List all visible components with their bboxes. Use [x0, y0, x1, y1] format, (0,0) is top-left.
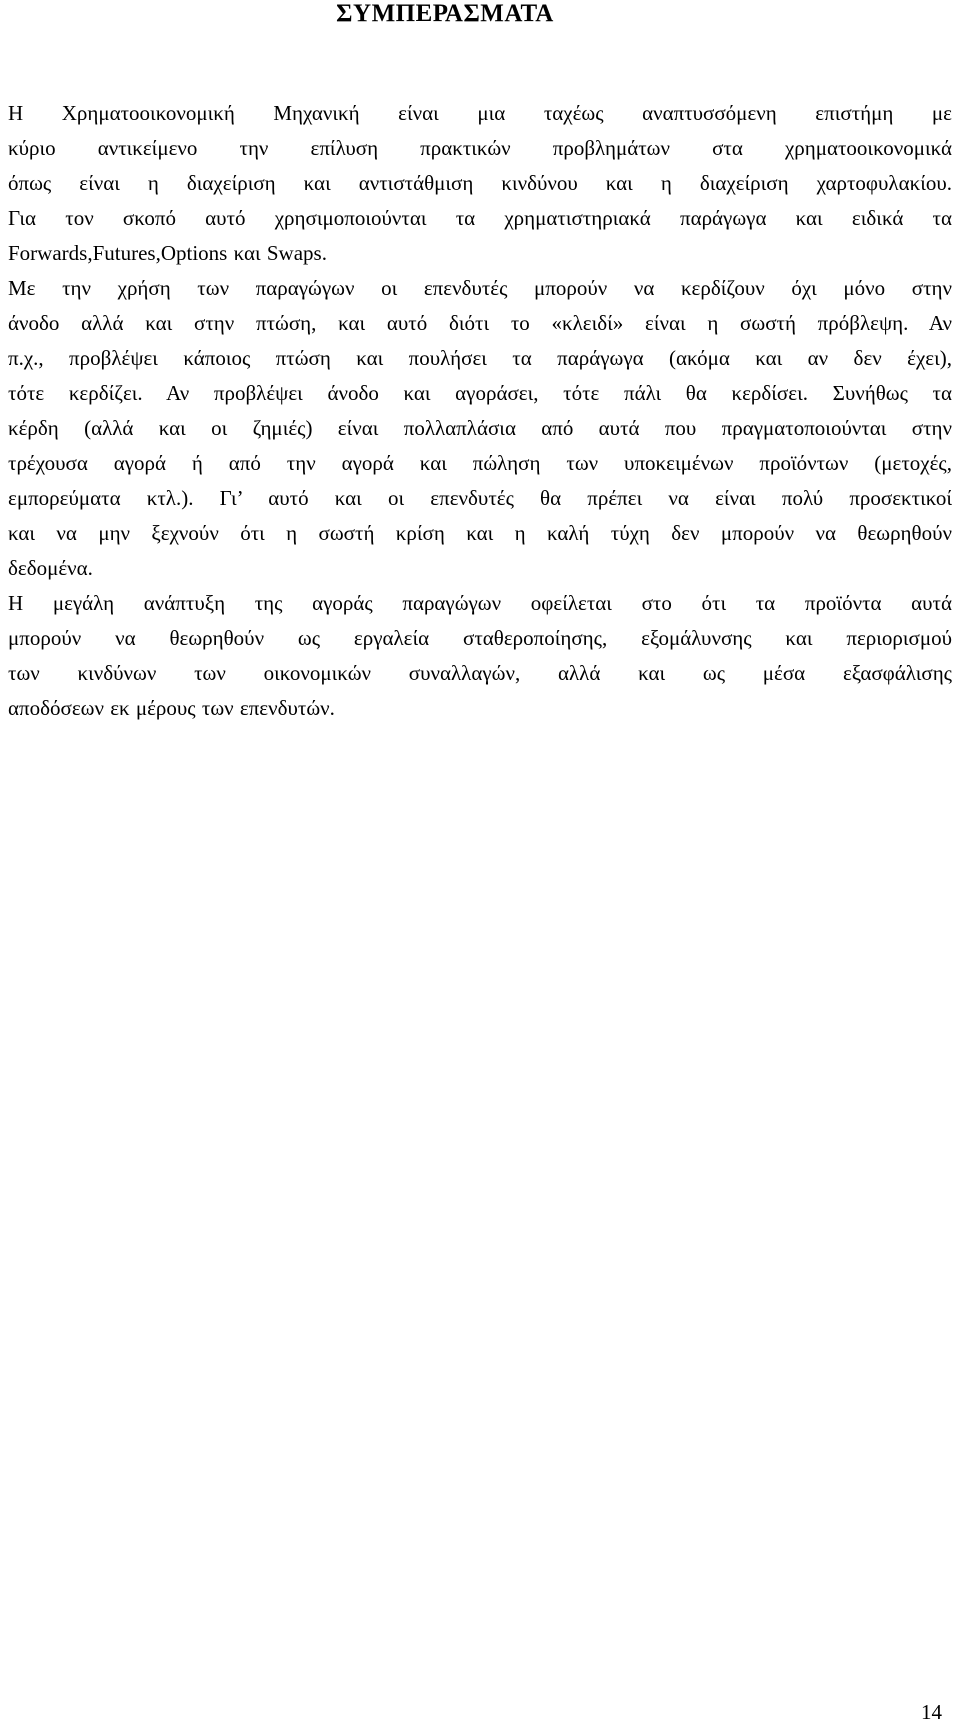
text-line: Forwards,Futures,Options και Swaps.: [8, 241, 327, 265]
text-line: δεδομένα.: [8, 556, 93, 580]
page-title: ΣΥΜΠΕΡΑΣΜΑΤΑ: [336, 0, 554, 27]
text-line: τότε κερδίζει. Αν προβλέψει άνοδο και αγοράσει, τότε πάλι θα κερδίσει. Συνήθως τα: [8, 381, 952, 405]
text-line: και να μην ξεχνούν ότι η σωστή κρίση και η καλή τύχη δεν μπορούν να θεωρηθούν: [8, 521, 952, 545]
text-line: Για τον σκοπό αυτό χρησιμοποιούνται τα χρηματιστηριακά παράγωγα και ειδικά τα: [8, 206, 952, 230]
document-body: [8, 96, 952, 726]
text-line: των κινδύνων των οικονομικών συναλλαγών, αλλά και ως μέσα εξασφάλισης: [8, 661, 952, 685]
text-line: π.χ., προβλέψει κάποιος πτώση και πουλήσει τα παράγωγα (ακόμα και αν δεν έχει),: [8, 346, 952, 370]
text-line: Με την χρήση των παραγώγων οι επενδυτές μπορούν να κερδίζουν όχι μόνο στην: [8, 276, 952, 300]
page-number: 14: [921, 1700, 942, 1724]
text-line: τρέχουσα αγορά ή από την αγορά και πώληση των υποκειμένων προϊόντων (μετοχές,: [8, 451, 952, 475]
text-line: όπως είναι η διαχείριση και αντιστάθμιση κινδύνου και η διαχείριση χαρτοφυλακίου.: [8, 171, 952, 195]
text-line: κύριο αντικείμενο την επίλυση πρακτικών προβλημάτων στα χρηματοοικονομικά: [8, 136, 952, 160]
text-line: αποδόσεων εκ μέρους των επενδυτών.: [8, 696, 335, 720]
text-line: Η Χρηματοοικονομική Μηχανική είναι μια ταχέως αναπτυσσόμενη επιστήμη με: [8, 101, 952, 125]
paragraph-3: [8, 586, 952, 726]
text-line: εμπορεύματα κτλ.). Γι’ αυτό και οι επενδυτές θα πρέπει να είναι πολύ προσεκτικοί: [8, 486, 952, 510]
text-line: μπορούν να θεωρηθούν ως εργαλεία σταθεροποίησης, εξομάλυνσης και περιορισμού: [8, 626, 952, 650]
text-line: κέρδη (αλλά και οι ζημιές) είναι πολλαπλάσια από αυτά που πραγματοποιούνται στην: [8, 416, 952, 440]
document-page: [8, 0, 952, 1735]
text-line: Η μεγάλη ανάπτυξη της αγοράς παραγώγων οφείλεται στο ότι τα προϊόντα αυτά: [8, 591, 952, 615]
paragraph-1: [8, 96, 952, 271]
text-line: άνοδο αλλά και στην πτώση, και αυτό διότι το «κλειδί» είναι η σωστή πρόβλεψη. Αν: [8, 311, 952, 335]
paragraph-2: [8, 271, 952, 586]
